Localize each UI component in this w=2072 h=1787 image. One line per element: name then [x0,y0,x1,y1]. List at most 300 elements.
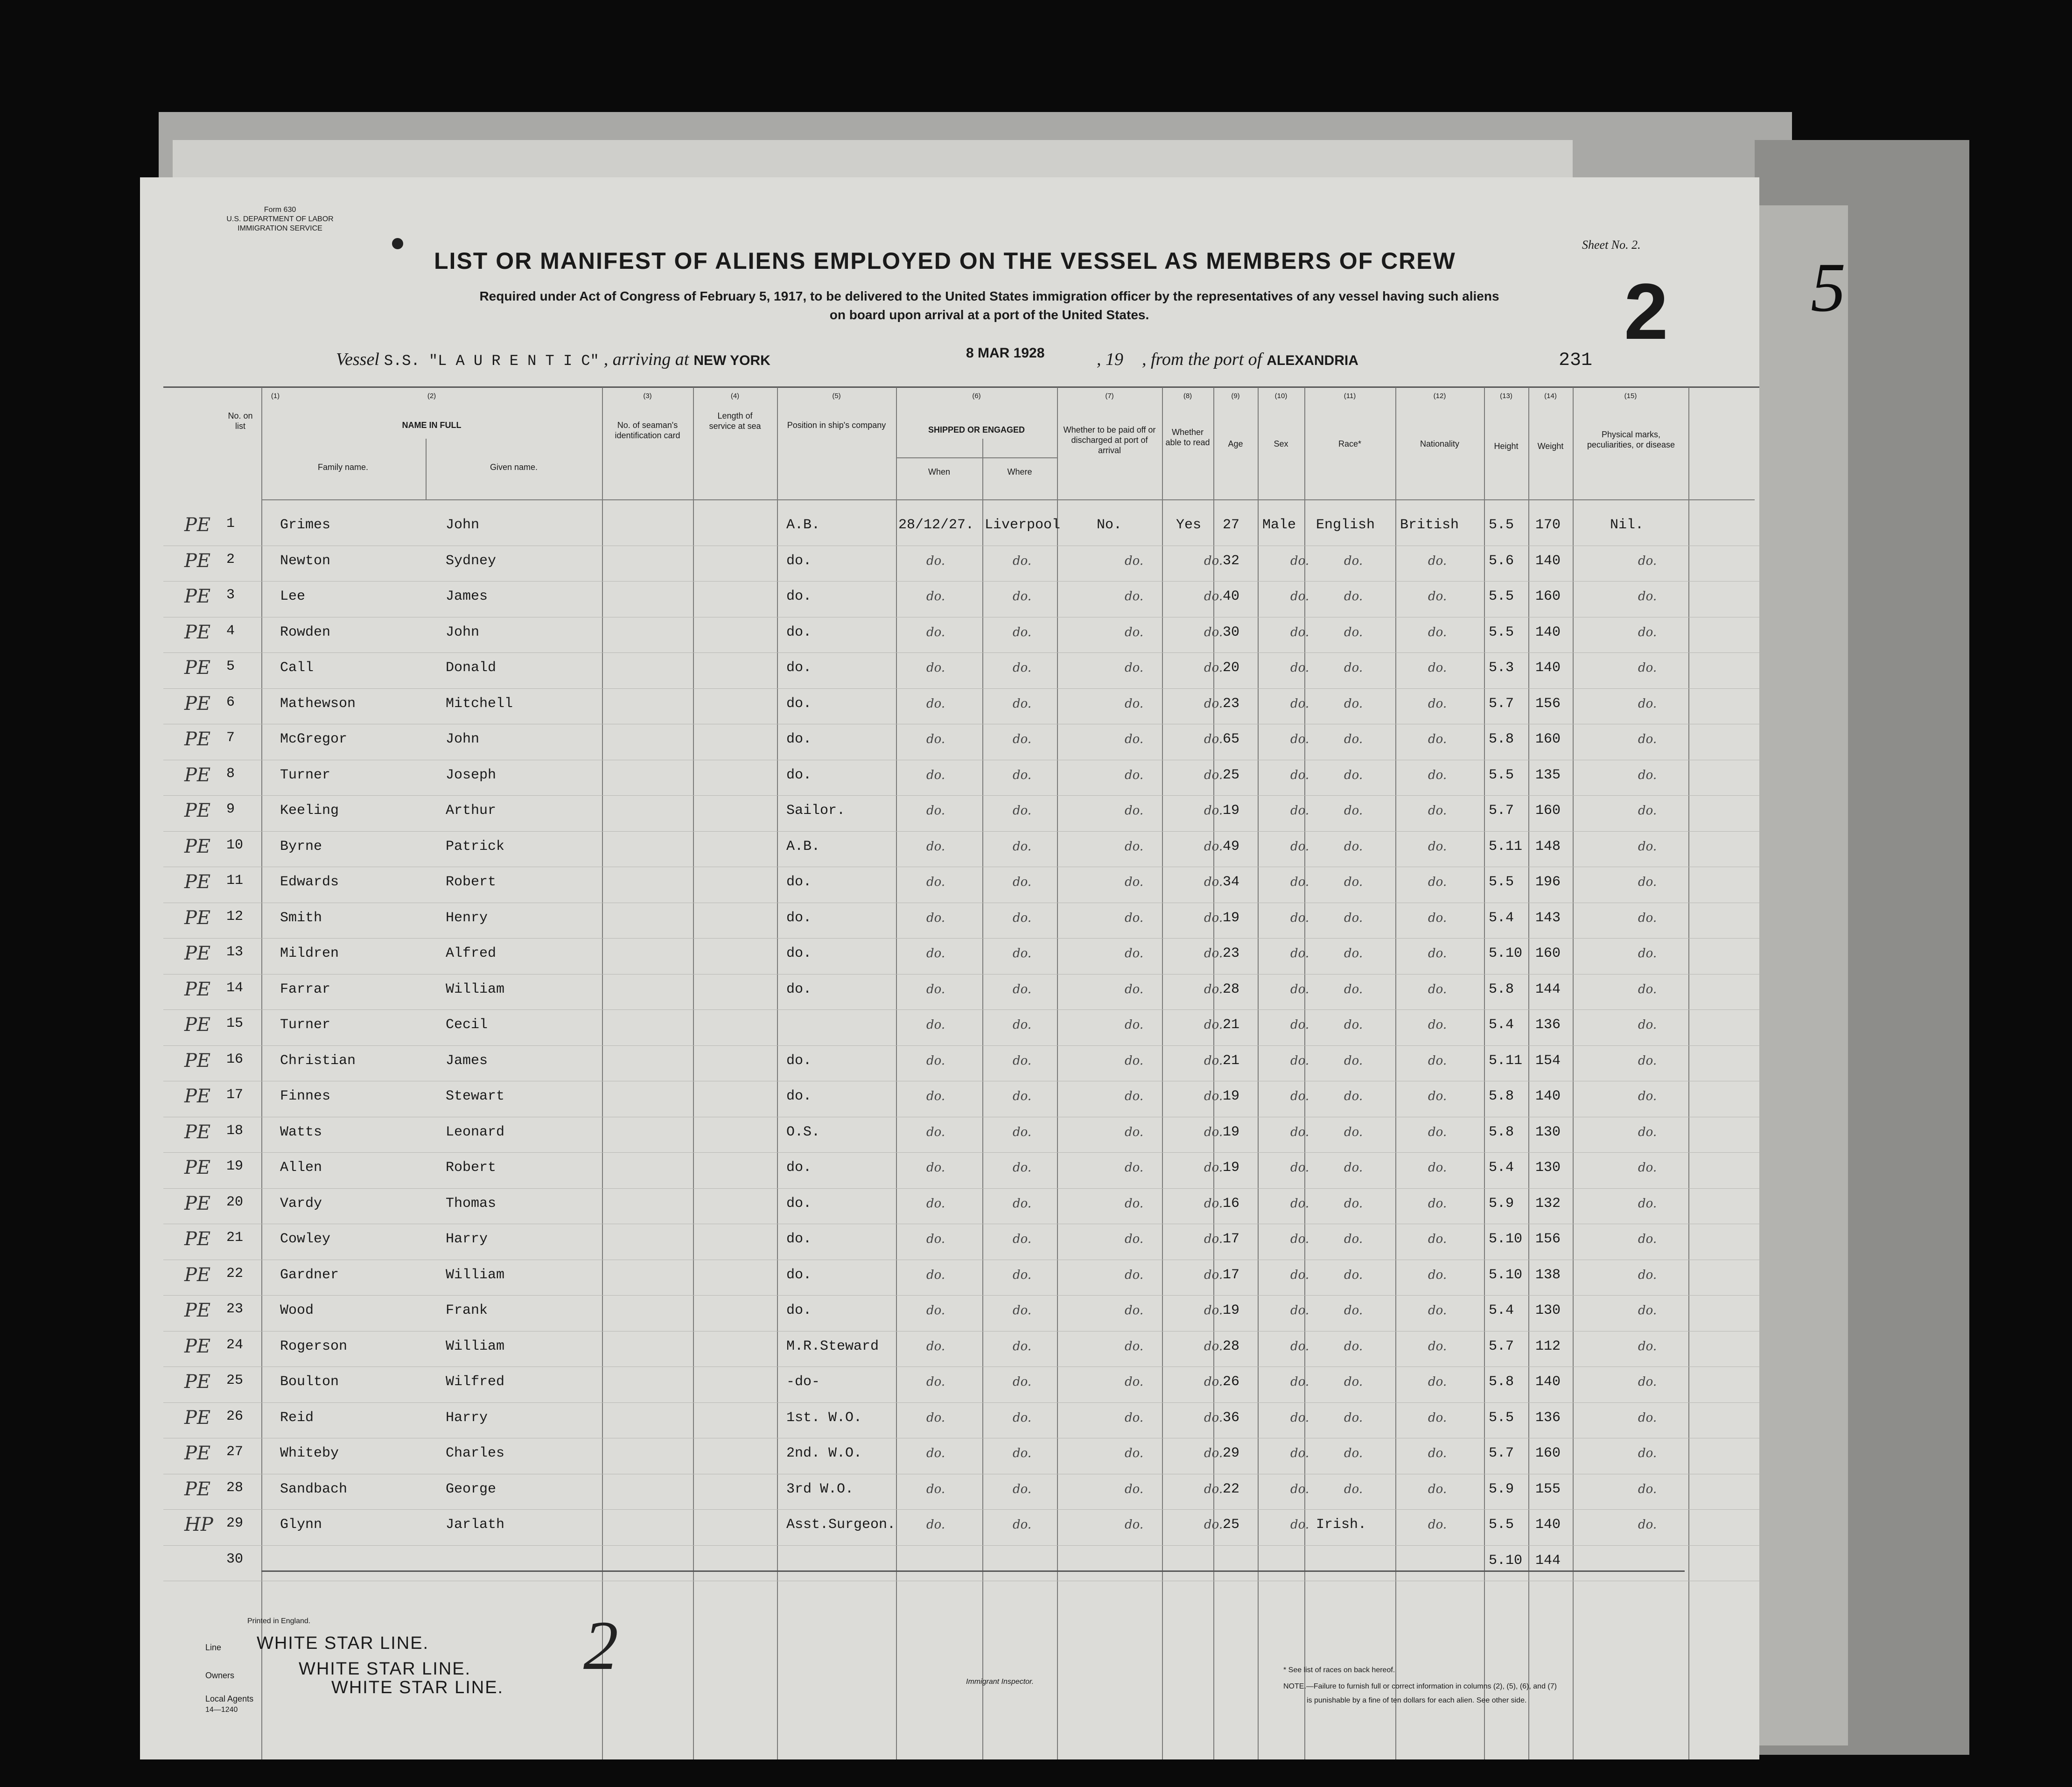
cell-weight: 160 [1535,946,1561,961]
shipped-subheader-rule [896,457,1057,458]
cell-read: do. [1204,1018,1223,1032]
cell-paid: do. [1125,1196,1144,1211]
cell-marks: do. [1638,1232,1657,1246]
column-divider [1162,387,1163,1759]
row-rule [163,581,1759,582]
cell-position: do. [786,767,812,783]
cell-nationality: do. [1428,839,1447,854]
cell-age: 32 [1223,553,1240,569]
cell-position: do. [786,660,812,676]
cell-race: do. [1344,1018,1363,1032]
cell-read: do. [1204,982,1223,996]
vessel-line-from: , 19 , from the port of ALEXANDRIA [1097,350,1358,369]
cell-nationality: do. [1428,911,1447,925]
cell-race: do. [1344,661,1363,675]
cell-height: 5.4 [1489,1017,1514,1033]
cell-paid: do. [1125,911,1144,925]
cell-age: 27 [1223,517,1240,533]
cell-when: do. [926,1268,945,1282]
cell-where: do. [1013,661,1032,675]
margin-number: 5 [1811,249,1846,326]
cell-age: 26 [1223,1374,1240,1390]
row-mark: PE [184,1264,211,1286]
row-mark: PE [184,1478,211,1500]
cell-given: William [446,1267,505,1283]
cell-given: Sydney [446,553,497,569]
cell-height: 5.5 [1489,624,1514,640]
cell-paid: do. [1125,1053,1144,1068]
cell-given: Thomas [446,1195,497,1212]
column-divider [982,439,983,1759]
cell-family: Christian [280,1052,356,1069]
col5-header: Position in ship's company [787,420,886,430]
cell-read: do. [1204,1268,1223,1282]
cell-weight: 144 [1535,1552,1561,1569]
col13-num: (13) [1500,392,1512,400]
cell-position: A.B. [786,838,820,855]
cell-age: 29 [1223,1445,1240,1461]
page-subtitle: Required under Act of Congress of February 5, 1917, to be delivered to the United States immigration officer by the representatives of any vessel having such aliens on board upon arrival at a port of the United States. [479,289,1499,322]
cell-position: do. [786,695,812,712]
cell-paid: do. [1125,1410,1144,1425]
cell-weight: 155 [1535,1481,1561,1497]
cell-marks: do. [1638,1089,1657,1103]
column-divider [1395,387,1396,1759]
row-mark: PE [184,943,211,964]
row-mark: PE [184,835,211,857]
cell-position: do. [786,553,812,569]
row-mark: PE [184,1121,211,1143]
column-divider [602,387,603,1759]
cell-sex: do. [1290,1410,1309,1425]
cell-age: 17 [1223,1231,1240,1247]
cell-height: 5.8 [1489,1088,1514,1104]
cell-nationality: do. [1428,1482,1447,1496]
cell-when: do. [926,696,945,711]
row-mark: PE [184,907,211,929]
row-number: 9 [226,801,235,817]
cell-height: 5.7 [1489,803,1514,819]
cell-race: do. [1344,1089,1363,1103]
cell-position: A.B. [786,517,820,533]
cell-read: do. [1204,1518,1223,1532]
cell-read: do. [1204,1303,1223,1317]
cell-weight: 136 [1535,1409,1561,1426]
cell-given: Alfred [446,946,497,961]
cell-weight: 148 [1535,838,1561,855]
cell-nationality: do. [1428,1268,1447,1282]
cell-age: 25 [1223,767,1240,783]
cell-marks: do. [1638,625,1657,639]
cell-position: Sailor. [786,803,846,819]
cell-where: do. [1013,839,1032,854]
cell-given: Leonard [446,1124,505,1140]
cell-height: 5.8 [1489,1374,1514,1390]
cell-nationality: do. [1428,1232,1447,1246]
cell-read: do. [1204,1232,1223,1246]
row-number: 29 [226,1515,244,1531]
row-mark: PE [184,1407,211,1429]
cell-marks: do. [1638,982,1657,996]
cell-height: 5.8 [1489,1124,1514,1140]
cell-height: 5.7 [1489,695,1514,712]
cell-height: 5.4 [1489,1303,1514,1318]
cell-age: 19 [1223,910,1240,926]
col14-header: Weight [1537,441,1564,451]
cell-race: do. [1344,875,1363,889]
cell-weight: 130 [1535,1124,1561,1140]
cell-height: 5.10 [1489,1267,1523,1283]
row-number: 19 [226,1158,244,1174]
cell-position: do. [786,1195,812,1212]
cell-where: Liverpool [985,517,1061,533]
printed-note: Printed in England. [247,1617,311,1625]
cell-weight: 135 [1535,767,1561,783]
cell-marks: do. [1638,804,1657,818]
cell-given: Cecil [446,1017,488,1033]
cell-age: 20 [1223,660,1240,676]
cell-race: do. [1344,554,1363,568]
cell-when: do. [926,1053,945,1068]
cell-weight: 130 [1535,1160,1561,1176]
cell-read: do. [1204,1089,1223,1103]
cell-when: do. [926,768,945,782]
cell-given: Wilfred [446,1374,505,1390]
cell-paid: do. [1125,1232,1144,1246]
row-number: 20 [226,1194,244,1210]
cell-given: William [446,1338,505,1354]
cell-height: 5.7 [1489,1445,1514,1461]
cell-sex: do. [1290,911,1309,925]
cell-marks: Nil. [1610,517,1644,533]
row-number: 10 [226,837,244,853]
cell-position: 3rd W.O. [786,1481,854,1497]
cell-height: 5.9 [1489,1195,1514,1212]
cell-given: Robert [446,1160,497,1176]
row-number: 22 [226,1265,244,1282]
owners-label: Owners [205,1671,235,1680]
cell-family: Smith [280,910,322,926]
cell-when: do. [926,554,945,568]
col14-num: (14) [1544,392,1557,400]
form-number: Form 630 [264,206,296,214]
cell-read: do. [1204,1053,1223,1068]
cell-height: 5.5 [1489,1517,1514,1533]
cell-when: do. [926,1446,945,1460]
cell-weight: 160 [1535,803,1561,819]
vessel-name: S.S. "L A U R E N T I C" [384,352,599,370]
cell-nationality: do. [1428,1089,1447,1103]
cell-nationality: do. [1428,732,1447,746]
cell-marks: do. [1638,839,1657,854]
col7-num: (7) [1105,392,1114,400]
page-title: LIST OR MANIFEST OF ALIENS EMPLOYED ON THE VESSEL AS MEMBERS OF CREW [434,248,1456,274]
cell-age: 23 [1223,946,1240,961]
cell-nationality: do. [1428,661,1447,675]
row-mark: PE [184,800,211,821]
cell-family: Mildren [280,946,339,961]
row-number: 13 [226,944,244,960]
cell-family: Rogerson [280,1338,348,1354]
cell-marks: do. [1638,1161,1657,1175]
cell-position: do. [786,946,812,961]
col6-num: (6) [972,392,981,400]
cell-marks: do. [1638,1303,1657,1317]
row-number: 28 [226,1479,244,1496]
cell-nationality: do. [1428,554,1447,568]
cell-height: 5.8 [1489,981,1514,997]
cell-weight: 156 [1535,695,1561,712]
cell-where: do. [1013,732,1032,746]
cell-when: do. [926,1410,945,1425]
cell-race: do. [1344,732,1363,746]
line-label: Line [205,1643,222,1652]
cell-race: do. [1344,1268,1363,1282]
cell-given: John [446,624,480,640]
row-mark: PE [184,1014,211,1036]
row-number: 17 [226,1087,244,1103]
cell-given: Jarlath [446,1517,505,1533]
cell-family: Watts [280,1124,322,1140]
cell-when: do. [926,804,945,818]
cell-marks: do. [1638,554,1657,568]
col1-num: (1) [271,392,280,400]
cell-age: 16 [1223,1195,1240,1212]
cell-nationality: do. [1428,1303,1447,1317]
cell-when: do. [926,1161,945,1175]
cell-weight: 130 [1535,1303,1561,1318]
col12-num: (12) [1433,392,1446,400]
manifest-sheet [140,177,1759,1759]
row-rule [163,831,1759,832]
cell-weight: 160 [1535,1445,1561,1461]
cell-height: 5.5 [1489,874,1514,890]
cell-read: do. [1204,589,1223,603]
row-number: 30 [226,1551,244,1567]
cell-when: do. [926,1482,945,1496]
cell-sex: do. [1290,804,1309,818]
row-number: 1 [226,516,235,532]
cell-where: do. [1013,1053,1032,1068]
cell-position: 2nd. W.O. [786,1445,862,1461]
cell-height: 5.4 [1489,1160,1514,1176]
cell-nationality: do. [1428,1161,1447,1175]
row-number: 16 [226,1051,244,1067]
cell-where: do. [1013,1268,1032,1282]
cell-where: do. [1013,1339,1032,1353]
cell-position: do. [786,731,812,747]
cell-nationality: do. [1428,1410,1447,1425]
cell-height: 5.10 [1489,1231,1523,1247]
cell-age: 49 [1223,838,1240,855]
row-number: 23 [226,1301,244,1317]
cell-read: do. [1204,1482,1223,1496]
list-number: 231 [1559,350,1593,371]
row-mark: PE [184,1371,211,1393]
column-divider [1688,387,1689,1759]
cell-given: Arthur [446,803,497,819]
cell-where: do. [1013,1410,1032,1425]
cell-weight: 140 [1535,1517,1561,1533]
row-rule [163,938,1759,939]
column-divider [1057,387,1058,1759]
cell-marks: do. [1638,1018,1657,1032]
cell-race: English [1316,517,1375,533]
cell-sex: do. [1290,1375,1309,1389]
cell-where: do. [1013,1518,1032,1532]
cell-given: Harry [446,1409,488,1426]
cell-family: Byrne [280,838,322,855]
arriving-port: NEW YORK [693,353,770,368]
cell-given: Henry [446,910,488,926]
cell-age: 19 [1223,1088,1240,1104]
cell-given: Donald [446,660,497,676]
cell-paid: do. [1125,625,1144,639]
cell-where: do. [1013,1482,1032,1496]
row-mark: PE [184,621,211,643]
row-rule [163,652,1759,653]
cell-nationality: do. [1428,625,1447,639]
cell-read: do. [1204,1196,1223,1211]
cell-position: do. [786,624,812,640]
cell-marks: do. [1638,589,1657,603]
cell-nationality: do. [1428,1018,1447,1032]
cell-nationality: do. [1428,1125,1447,1139]
row-number: 27 [226,1444,244,1460]
cell-race: do. [1344,1232,1363,1246]
row-number: 26 [226,1408,244,1424]
cell-age: 17 [1223,1267,1240,1283]
cell-age: 65 [1223,731,1240,747]
cell-paid: do. [1125,732,1144,746]
cell-family: Gardner [280,1267,339,1283]
cell-family: Whiteby [280,1445,339,1461]
cell-age: 19 [1223,1160,1240,1176]
cell-race: do. [1344,1375,1363,1389]
table-bottom-rule [261,1570,1685,1572]
cell-when: do. [926,1375,945,1389]
column-divider [1528,387,1529,1759]
cell-sex: do. [1290,1053,1309,1068]
row-number: 3 [226,587,235,603]
cell-race: do. [1344,1053,1363,1068]
cell-where: do. [1013,554,1032,568]
col2-family: Family name. [317,463,369,472]
cell-read: do. [1204,625,1223,639]
col15-num: (15) [1624,392,1637,400]
cell-paid: do. [1125,1161,1144,1175]
line-value: WHITE STAR LINE. [257,1633,429,1653]
cell-position: do. [786,1088,812,1104]
cell-family: Reid [280,1409,314,1426]
cell-when: do. [926,839,945,854]
cell-when: do. [926,1196,945,1211]
cell-weight: 132 [1535,1195,1561,1212]
column-divider [693,387,694,1759]
cell-sex: do. [1290,661,1309,675]
cell-weight: 160 [1535,731,1561,747]
cell-weight: 154 [1535,1052,1561,1069]
cell-when: do. [926,625,945,639]
col3-header: No. of seaman's identification card [615,420,680,440]
col9-header: Age [1228,439,1243,449]
cell-family: Edwards [280,874,339,890]
cell-weight: 156 [1535,1231,1561,1247]
cell-position: do. [786,1267,812,1283]
cell-given: Joseph [446,767,497,783]
cell-where: do. [1013,804,1032,818]
table-header-rule [261,499,1755,500]
cell-sex: do. [1290,1268,1309,1282]
cell-family: Wood [280,1303,314,1318]
cell-race: do. [1344,911,1363,925]
row-number: 11 [226,873,244,889]
cell-height: 5.10 [1489,1552,1523,1569]
cell-race: do. [1344,768,1363,782]
col1-header: No. on list [228,411,253,431]
cell-sex: do. [1290,1089,1309,1103]
col6-header: SHIPPED OR ENGAGED [928,425,1025,434]
cell-marks: do. [1638,1125,1657,1139]
cell-age: 21 [1223,1017,1240,1033]
cell-where: do. [1013,1125,1032,1139]
cell-position: O.S. [786,1124,820,1140]
cell-age: 19 [1223,1303,1240,1318]
cell-height: 5.5 [1489,1409,1514,1426]
row-number: 8 [226,765,235,782]
cell-marks: do. [1638,1268,1657,1282]
cell-marks: do. [1638,875,1657,889]
cell-where: do. [1013,1303,1032,1317]
cell-when: do. [926,946,945,960]
cell-nationality: do. [1428,1196,1447,1211]
cell-height: 5.5 [1489,767,1514,783]
cell-sex: do. [1290,1196,1309,1211]
cell-when: do. [926,1232,945,1246]
row-rule [163,1402,1759,1403]
cell-when: do. [926,1125,945,1139]
cell-family: Newton [280,553,331,569]
cell-read: do. [1204,1125,1223,1139]
row-mark: PE [184,1443,211,1464]
sheet-number-label: Sheet No. 2. [1582,238,1641,252]
cell-nationality: do. [1428,1339,1447,1353]
cell-paid: No. [1097,517,1122,533]
cell-read: do. [1204,839,1223,854]
cell-height: 5.3 [1489,660,1514,676]
cell-when: do. [926,911,945,925]
punch-hole [392,238,403,249]
cell-race: do. [1344,589,1363,603]
cell-marks: do. [1638,1053,1657,1068]
cell-height: 5.9 [1489,1481,1514,1497]
cell-weight: 140 [1535,624,1561,640]
cell-weight: 140 [1535,553,1561,569]
cell-nationality: do. [1428,1053,1447,1068]
cell-family: Rowden [280,624,331,640]
cell-sex: do. [1290,1018,1309,1032]
cell-when: do. [926,1089,945,1103]
penalty-note-2: is punishable by a fine of ten dollars for each alien. See other side. [1307,1696,1527,1704]
form-code: 14—1240 [205,1706,238,1714]
cell-family: Vardy [280,1195,322,1212]
cell-sex: do. [1290,875,1309,889]
cell-age: 19 [1223,1124,1240,1140]
races-note: * See list of races on back hereof. [1283,1666,1395,1674]
vessel-line: Vessel S.S. "L A U R E N T I C" , arriving at NEW YORK [336,350,770,370]
col13-header: Height [1494,441,1519,451]
cell-paid: do. [1125,982,1144,996]
